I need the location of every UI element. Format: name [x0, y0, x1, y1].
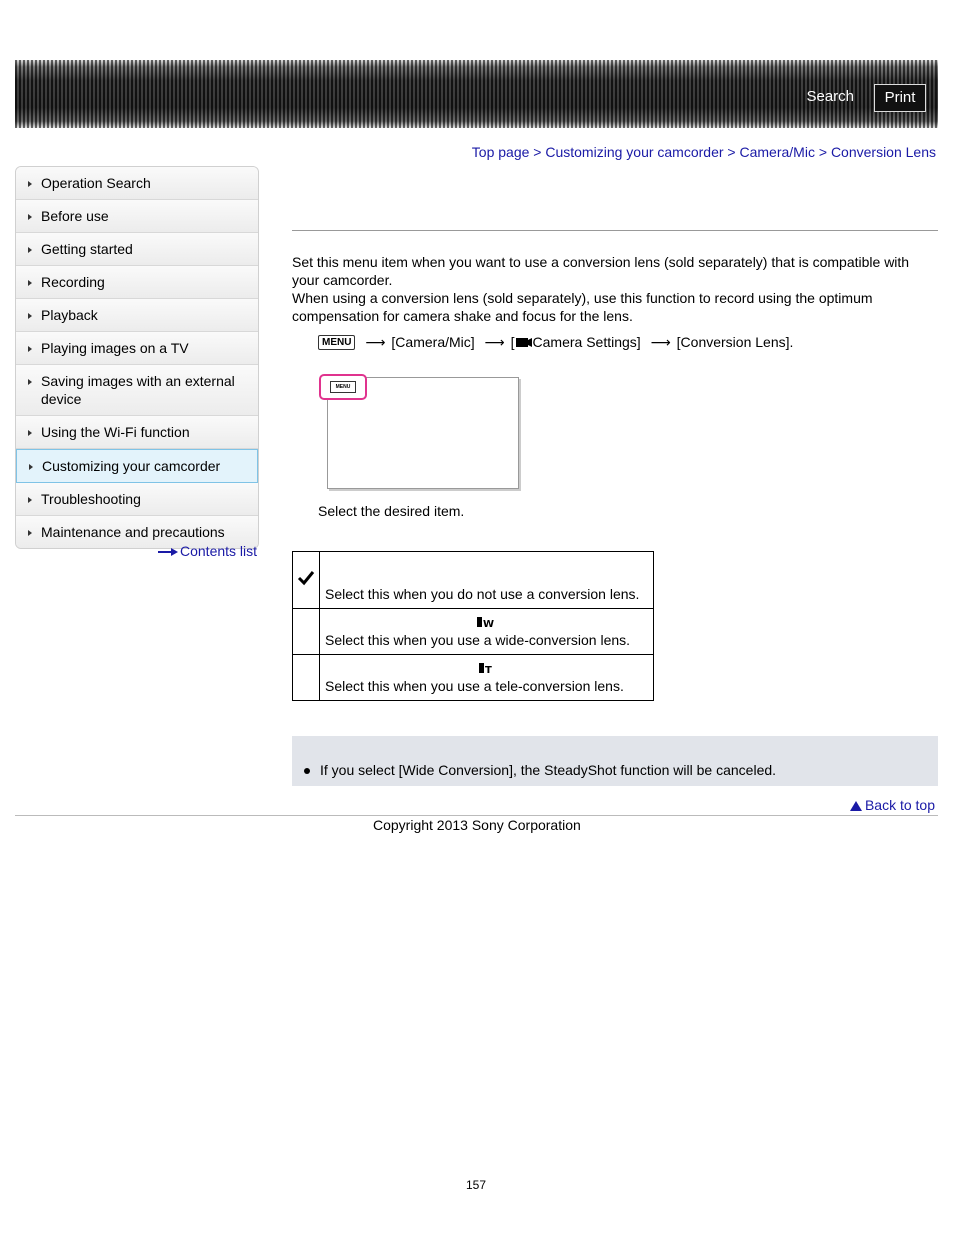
option-icon-cell — [293, 655, 320, 701]
sidebar-item-label: Maintenance and precautions — [41, 524, 225, 540]
sidebar-item-customizing[interactable] — [16, 449, 258, 483]
sidebar-item-label: Saving images with an external device — [41, 373, 235, 407]
sidebar-item-label: Playing images on a TV — [41, 340, 189, 356]
breadcrumb-conversion-lens[interactable]: Conversion Lens — [830, 144, 936, 160]
highlighted-menu-button — [319, 374, 367, 400]
sidebar-item-label: Getting started — [41, 241, 133, 257]
menu-path-step: [Conversion Lens]. — [676, 334, 794, 350]
arrow-right-icon — [28, 181, 32, 187]
sidebar-item-operation-search[interactable] — [16, 167, 258, 200]
note-box — [292, 736, 938, 786]
table-row — [293, 655, 654, 701]
step-select-text: Select the desired item. — [318, 503, 465, 519]
sidebar-item-getting-started[interactable] — [16, 233, 258, 266]
sidebar-item-label: Customizing your camcorder — [42, 458, 221, 474]
breadcrumb-separator: > — [818, 144, 831, 160]
sidebar-nav — [15, 166, 259, 549]
arrow-right-icon — [28, 430, 32, 436]
sidebar-item-playback[interactable] — [16, 299, 258, 332]
note-text: If you select [Wide Conversion], the SteadyShot function will be canceled. — [320, 762, 777, 778]
arrow-right-icon — [28, 530, 32, 536]
breadcrumb-top-page[interactable]: Top page — [471, 144, 530, 160]
back-to-top-link[interactable] — [850, 797, 935, 813]
page-header — [15, 60, 938, 128]
sidebar-item-saving-images[interactable] — [16, 365, 258, 416]
option-description: Select this when you use a wide-conversion lens. — [325, 632, 631, 648]
menu-path — [318, 334, 793, 351]
option-description: Select this when you do not use a conversion lens. — [325, 586, 640, 602]
menu-path-step: [ — [510, 334, 515, 350]
sidebar-item-label: Troubleshooting — [41, 491, 141, 507]
menu-key-icon: MENU — [330, 381, 356, 393]
option-description: Select this when you use a tele-conversion lens. — [325, 678, 624, 694]
arrow-right-icon — [28, 497, 32, 503]
copyright: Copyright 2013 Sony Corporation — [373, 817, 581, 833]
sidebar-item-label: Using the Wi-Fi function — [41, 424, 190, 440]
title-divider — [292, 230, 938, 231]
sidebar-item-before-use[interactable] — [16, 200, 258, 233]
tele-conversion-icon — [476, 661, 498, 675]
table-row — [293, 552, 654, 609]
wide-conversion-icon — [476, 615, 498, 629]
option-icon-cell — [293, 552, 320, 609]
arrow-right-icon — [28, 346, 32, 352]
page-number: 157 — [466, 1178, 487, 1192]
back-to-top-label: Back to top — [864, 797, 935, 813]
sidebar-item-label: Playback — [41, 307, 98, 323]
arrow-right-icon: ⟶ — [650, 334, 671, 350]
menu-key-icon: MENU — [318, 335, 355, 350]
sidebar-item-troubleshooting[interactable] — [16, 483, 258, 516]
arrow-right-icon — [28, 280, 32, 286]
sidebar-item-label: Recording — [41, 274, 105, 290]
arrow-right-icon — [28, 379, 32, 385]
arrow-right-icon — [29, 464, 33, 470]
arrow-right-icon — [28, 313, 32, 319]
intro-paragraph: Set this menu item when you want to use a conversion lens (sold separately) that is compatible with your camcorder. — [292, 254, 910, 288]
option-icon-cell — [293, 609, 320, 655]
option-desc-cell — [320, 655, 654, 701]
intro-text — [292, 253, 932, 325]
sidebar-item-label: Operation Search — [41, 175, 151, 191]
arrow-right-icon — [158, 548, 178, 556]
arrow-right-icon: ⟶ — [365, 334, 386, 350]
sidebar-item-label: Before use — [41, 208, 109, 224]
table-row — [293, 609, 654, 655]
menu-path-step: Camera Settings] — [532, 334, 641, 350]
intro-paragraph: When using a conversion lens (sold separately), use this function to record using the optimum compensation for camera shake and focus for the lens. — [292, 290, 873, 324]
triangle-up-icon — [850, 801, 862, 811]
breadcrumb-camera-mic[interactable]: Camera/Mic — [739, 144, 815, 160]
option-desc-cell — [320, 552, 654, 609]
footer-divider — [15, 815, 938, 816]
search-link[interactable]: Search — [806, 88, 854, 105]
checkmark-icon — [297, 569, 315, 587]
sidebar-item-wifi[interactable] — [16, 416, 258, 449]
arrow-right-icon: ⟶ — [484, 334, 505, 350]
contents-list-label: Contents list — [180, 543, 258, 559]
svg-text:W: W — [482, 619, 494, 629]
options-table — [292, 551, 654, 701]
sidebar-item-playing-on-tv[interactable] — [16, 332, 258, 365]
option-desc-cell — [320, 609, 654, 655]
breadcrumb-customizing[interactable]: Customizing your camcorder — [545, 144, 724, 160]
contents-list-link[interactable] — [158, 543, 257, 559]
arrow-right-icon — [28, 214, 32, 220]
breadcrumb-separator: > — [533, 144, 546, 160]
menu-path-step: [Camera/Mic] — [391, 334, 475, 350]
arrow-right-icon — [28, 247, 32, 253]
bullet-icon — [304, 768, 310, 774]
sidebar-item-recording[interactable] — [16, 266, 258, 299]
breadcrumb-separator: > — [727, 144, 740, 160]
breadcrumb — [472, 144, 936, 160]
camera-icon — [515, 336, 533, 348]
svg-text:T: T — [484, 665, 492, 675]
print-button[interactable]: Print — [874, 84, 926, 112]
